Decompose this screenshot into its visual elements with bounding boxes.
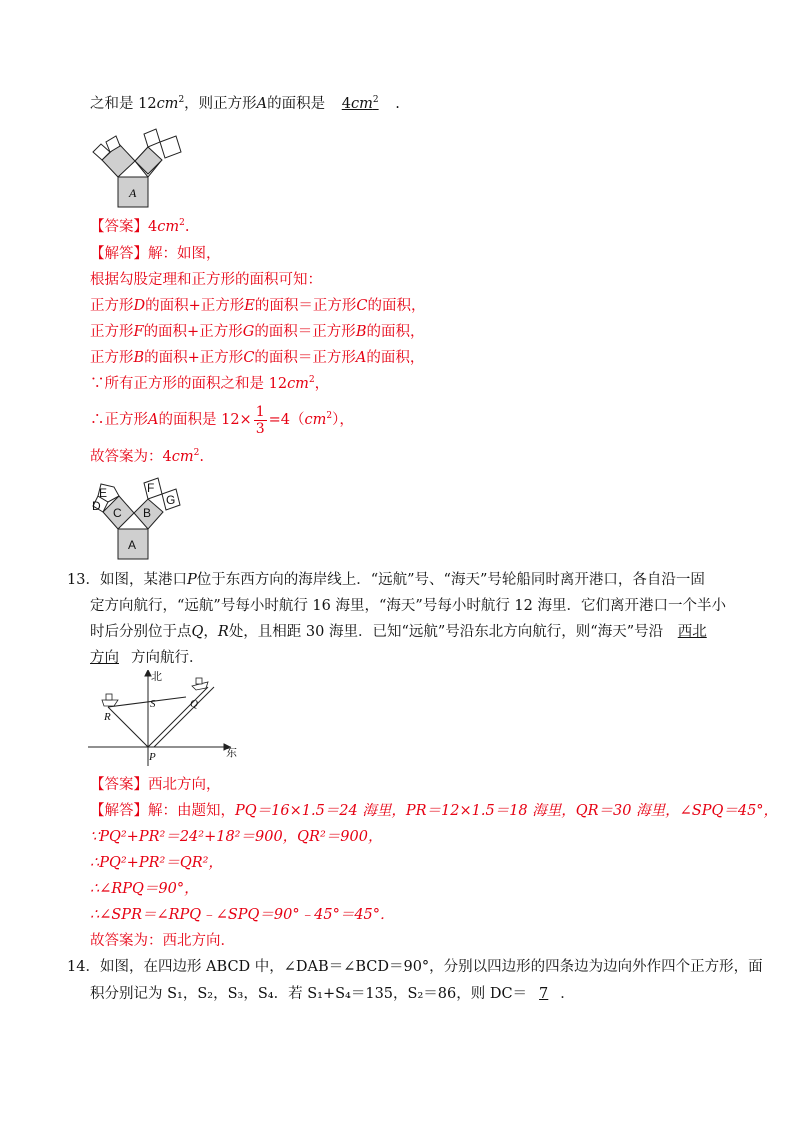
var: A — [355, 350, 367, 366]
var: B — [355, 324, 367, 340]
text: 的面积＝正方形 — [254, 298, 357, 314]
text: 如图，某港口 — [99, 572, 187, 588]
text: 正方形 — [90, 350, 134, 366]
answer-tag: 【答案】 — [90, 777, 148, 793]
var: E — [244, 298, 255, 314]
var: C — [243, 350, 255, 366]
q12-figure-squares — [88, 122, 188, 208]
q12-solution-line — [90, 374, 329, 394]
text: 的面积+正方形 — [145, 298, 245, 314]
ship-cabin-icon — [196, 678, 202, 684]
ship-haitian-icon — [102, 700, 118, 706]
q12-answer-blank — [330, 96, 391, 112]
var: B — [133, 350, 145, 366]
var-P: P — [186, 572, 197, 588]
ship-cabin-icon — [106, 694, 112, 700]
label-B: B — [143, 506, 152, 520]
q13-answer — [90, 775, 221, 795]
var: G — [242, 324, 255, 340]
line-PR — [108, 707, 148, 747]
text: 方向航行． — [131, 650, 204, 666]
q14-answer-blank: 7 — [539, 986, 549, 1002]
period: . — [395, 96, 400, 112]
label-Q: Q — [190, 698, 198, 710]
text: ∴∠SPR＝∠RPQ﹣∠SPQ＝90°﹣45°＝45°． — [90, 907, 395, 923]
exponent: 2 — [372, 95, 379, 105]
q12-stem-text: ，则正方形 — [184, 96, 257, 112]
q12-stem-text: 之和是 12 — [90, 96, 157, 112]
q14-stem-line1 — [67, 957, 763, 977]
answer-tag: 【答案】 — [90, 219, 148, 235]
text: 处，且相距 30 海里．已知“远航”号沿东北方向航行，则“海天”号沿 — [228, 624, 664, 640]
line-RQ — [108, 697, 186, 707]
text: PQ＝16×1.5＝24 海里，PR＝12×1.5＝18 海里，QR＝30 海里，∠SPQ＝45°， — [235, 803, 779, 819]
text: 的面积＝正方形 — [254, 324, 356, 340]
q13-stem-line4 — [90, 648, 204, 668]
question-number: 14． — [67, 959, 100, 975]
label-G: G — [166, 493, 176, 507]
text: ）， — [332, 412, 354, 428]
q12-stem-text: 的面积是 — [267, 96, 326, 112]
label-A: A — [129, 186, 137, 200]
text: ， — [314, 376, 330, 392]
blank-value: 4 — [341, 96, 351, 112]
unit: cm — [287, 376, 309, 392]
q12-solution-line — [90, 447, 204, 467]
unit-cm: cm — [156, 96, 179, 112]
text: 解：由题知， — [148, 803, 235, 819]
solution-tag: 【解答】 — [90, 246, 148, 262]
text: . — [199, 449, 204, 465]
q12-solution-line — [90, 403, 354, 437]
var-A: A — [256, 96, 268, 112]
text: 定方向航行，“远航”号每小时航行 16 海里，“海天”号每小时航行 12 海里．它们离开港口一个半小 — [90, 598, 726, 614]
unit: cm — [171, 449, 194, 465]
text: 积分别记为 S₁，S₂，S₃，S₄．若 S₁+S₄＝135，S₂＝86，则 DC＝ — [90, 986, 528, 1002]
text: 的面积， — [366, 324, 425, 340]
exponent: 2 — [178, 95, 185, 105]
answer-value: 西北方向， — [148, 777, 221, 793]
text: 的面积， — [366, 350, 425, 366]
text: 的面积是 12× — [158, 412, 252, 428]
q14-stem-line2 — [90, 984, 575, 1004]
label-F: F — [147, 481, 155, 495]
q13-solution-line — [90, 801, 778, 821]
fraction-one-third — [254, 404, 267, 437]
text: ． — [560, 986, 575, 1002]
var-R: R — [217, 624, 229, 640]
label-A: A — [128, 538, 137, 552]
solution-text: 解：如图， — [148, 246, 221, 262]
text: 故答案为：4 — [90, 449, 172, 465]
text: ， — [203, 624, 218, 640]
q12-solution-line — [90, 348, 424, 368]
q13-solution-line — [90, 905, 395, 925]
text: ∴∠RPQ＝90°， — [90, 881, 199, 897]
exponent: 2 — [326, 411, 333, 421]
square-G — [160, 136, 181, 158]
q13-stem-line2 — [90, 596, 726, 616]
q12-solution-line — [90, 270, 322, 290]
label-S: S — [150, 698, 156, 710]
solution-tag: 【解答】 — [90, 803, 148, 819]
text: 位于东西方向的海岸线上．“远航”号、“海天”号轮船同时离开港口，各自沿一固 — [196, 572, 705, 588]
var: A — [148, 412, 159, 428]
q13-solution-line — [90, 879, 199, 899]
answer-value: 4 — [148, 219, 158, 235]
text: ∴PQ²+PR²＝QR²， — [90, 855, 223, 871]
q12-solution-intro — [90, 244, 221, 264]
text: ∴正方形 — [90, 412, 148, 428]
q13-solution-line — [90, 931, 235, 951]
q12-solution-line — [90, 296, 426, 316]
numerator: 1 — [255, 403, 265, 420]
text: 的面积+正方形 — [143, 324, 243, 340]
text: 的面积， — [367, 298, 426, 314]
q13-solution-line — [90, 853, 223, 873]
line-PQ-dir — [148, 687, 208, 747]
text: 的面积+正方形 — [144, 350, 244, 366]
label-D: D — [92, 499, 101, 513]
label-P: P — [149, 751, 156, 763]
q13-answer-blank: 西北 — [677, 624, 707, 640]
text: 正方形 — [90, 298, 134, 314]
denominator: 3 — [255, 420, 265, 437]
answer-unit: cm — [157, 219, 180, 235]
var-Q: Q — [191, 624, 204, 640]
q12-answer — [90, 217, 189, 237]
q13-stem-line1 — [67, 570, 705, 590]
q12-figure-labeled — [86, 474, 190, 560]
square-F — [144, 129, 160, 147]
blank-unit: cm — [351, 96, 373, 112]
text: 故答案为：西北方向． — [90, 933, 235, 949]
q13-stem-line3 — [90, 622, 707, 642]
text: 的面积＝正方形 — [254, 350, 356, 366]
line-PQ-parallel — [154, 687, 214, 747]
label-C: C — [113, 506, 122, 520]
exponent: 2 — [308, 375, 315, 385]
label-north: 北 — [151, 671, 162, 683]
var: D — [133, 298, 146, 314]
q12-stem — [90, 94, 400, 114]
q13-solution-line — [90, 827, 382, 847]
exponent: 2 — [179, 218, 185, 228]
label-E: E — [99, 486, 108, 500]
unit: cm — [304, 412, 327, 428]
var: F — [133, 324, 144, 340]
q13-figure-harbor — [88, 670, 248, 770]
label-R: R — [104, 711, 111, 723]
solution-text: 根据勾股定理和正方形的面积可知： — [90, 272, 322, 288]
text: 时后分别位于点 — [90, 624, 192, 640]
text: =4（ — [268, 412, 305, 428]
text: ∵所有正方形的面积之和是 12 — [90, 376, 288, 392]
exponent: 2 — [193, 448, 200, 458]
var: C — [356, 298, 368, 314]
text: 如图，在四边形 ABCD 中，∠DAB＝∠BCD＝90°，分别以四边形的四条边为边向外作四个正方形，面 — [99, 959, 763, 975]
text: 正方形 — [90, 324, 134, 340]
q13-answer-blank: 方向 — [90, 650, 119, 666]
q12-solution-line — [90, 322, 424, 342]
label-east: 东 — [226, 747, 237, 759]
period: . — [184, 219, 190, 235]
question-number: 13． — [67, 572, 100, 588]
square-B — [135, 147, 162, 174]
text: ∵PQ²+PR²＝24²+18²＝900，QR²＝900， — [90, 829, 383, 845]
